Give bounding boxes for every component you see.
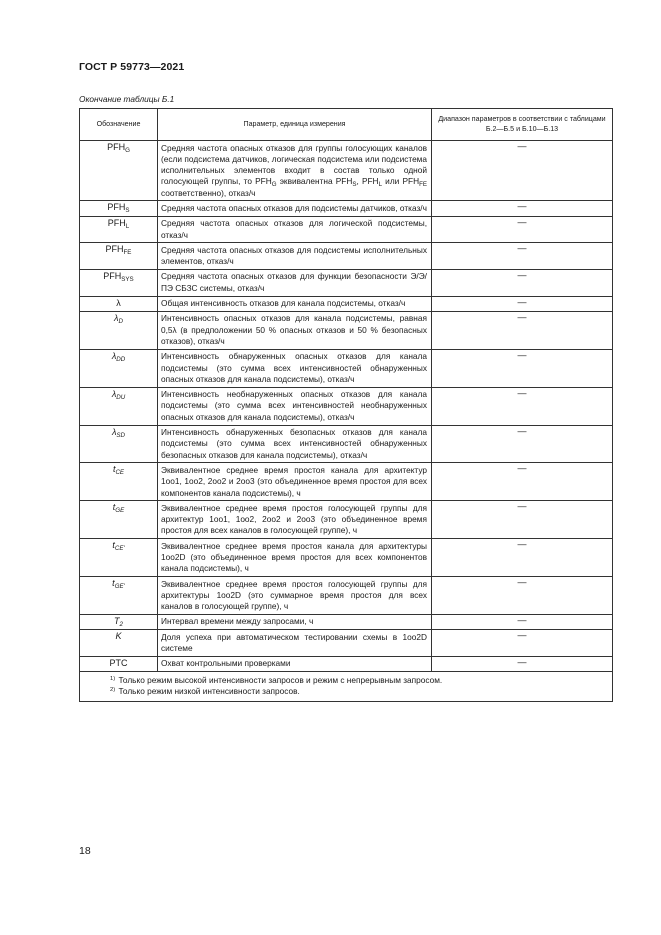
- row-symbol: [80, 501, 158, 539]
- table-row: [80, 387, 613, 425]
- table-row: [80, 349, 613, 387]
- symbol-subscript: GE': [114, 583, 125, 591]
- table-row: [80, 539, 613, 577]
- row-range: —: [432, 463, 613, 501]
- symbol-main: T: [114, 615, 120, 626]
- table-row: [80, 201, 613, 216]
- description-text: Средняя частота опасных отказов для подсистемы исполнительных элементов, отказ/ч: [161, 244, 427, 267]
- symbol-main: λ: [111, 426, 117, 437]
- description-text: Интенсивность обнаруженных безопасных отказов для канала подсистемы (это сумма всех интенсивностей обнаруженных безопасных отказов для канала подсистемы), отказ/ч: [161, 427, 427, 460]
- row-description: [158, 656, 432, 671]
- description-text: Эквивалентное среднее время простоя канала для архитектуры 1oo2D (это объединенное время простоя для всех компонентов канала подсистемы), ч: [161, 540, 427, 574]
- symbol-main: PFH: [107, 142, 126, 152]
- row-symbol: [80, 463, 158, 501]
- symbol-subscript: GE: [115, 507, 125, 515]
- description-text: Эквивалентное среднее время простоя голосующей группы для архитектур 1oo1, 1oo2, 2oo2 и 2oo3 (это объединенное время простоя для всех каналов в голосующей группе), ч: [161, 502, 427, 536]
- description-subscript: L: [378, 181, 383, 189]
- row-symbol: [80, 577, 158, 615]
- description-text: эквивалентна PFH: [276, 176, 353, 187]
- symbol-main: t: [112, 578, 115, 589]
- description-text: Интенсивность необнаруженных опасных отказов для канала подсистемы (это сумма всех интенсивностей необнаруженных опасных отказов для канала подсистемы), отказ/ч: [161, 389, 427, 422]
- row-description: [158, 296, 432, 311]
- row-range: —: [432, 539, 613, 577]
- row-description: [158, 501, 432, 539]
- symbol-main: PTC: [109, 657, 128, 668]
- row-description: [158, 577, 432, 615]
- symbol-subscript: CE': [114, 545, 125, 553]
- description-text: соответственно), отказ/ч: [161, 187, 256, 198]
- symbol-main: t: [112, 540, 115, 551]
- row-symbol: [80, 387, 158, 425]
- table-row: [80, 141, 613, 201]
- description-text: Интенсивность обнаруженных опасных отказов для канала подсистемы (это сумма всех интенсивностей обнаруженных опасных отказов для канала подсистемы), отказ/ч: [161, 351, 427, 384]
- footnote-mark: 2): [110, 687, 116, 694]
- table-caption: Окончание таблицы Б.1: [79, 94, 175, 104]
- description-text: Эквивалентное среднее время простоя канала для архитектур 1oo1, 1oo2, 2oo2 и 2oo3 (это объединенное время простоя для всех компонентов канала подсистемы), ч: [161, 464, 427, 498]
- description-text: Общая интенсивность отказов для канала подсистемы, отказ/ч: [161, 298, 406, 309]
- footnotes-row: [80, 672, 613, 702]
- parameters-table: [79, 108, 613, 702]
- table-row: [80, 296, 613, 311]
- document-code: ГОСТ Р 59773—2021: [79, 61, 185, 73]
- header-range: Диапазон параметров в соответствии с таблицами Б.2—Б.5 и Б.10—Б.13: [432, 109, 613, 141]
- symbol-main: PFH: [107, 202, 126, 213]
- row-symbol: [80, 630, 158, 657]
- row-range: —: [432, 387, 613, 425]
- table-row: [80, 425, 613, 463]
- row-range: —: [432, 425, 613, 463]
- row-description: [158, 630, 432, 657]
- description-text: Средняя частота опасных отказов для логической подсистемы, отказ/ч: [161, 218, 427, 240]
- description-subscript: FE: [419, 181, 427, 189]
- symbol-subscript: L: [125, 222, 130, 230]
- row-description: [158, 539, 432, 577]
- row-symbol: [80, 425, 158, 463]
- table-row: [80, 463, 613, 501]
- row-description: [158, 425, 432, 463]
- row-description: [158, 243, 432, 270]
- description-text: Средняя частота опасных отказов для подсистемы датчиков, отказ/ч: [161, 202, 427, 213]
- symbol-subscript: SYS: [121, 275, 134, 283]
- table-row: [80, 614, 613, 629]
- symbol-main: t: [112, 464, 116, 475]
- row-symbol: [80, 243, 158, 270]
- table-row: [80, 269, 613, 296]
- description-text: или PFH: [382, 176, 420, 187]
- row-range: —: [432, 311, 613, 349]
- row-range: —: [432, 349, 613, 387]
- row-range: —: [432, 216, 613, 243]
- header-symbol: Обозначение: [80, 109, 158, 141]
- row-symbol: [80, 296, 158, 311]
- symbol-main: λ: [114, 312, 119, 323]
- table-body: [80, 141, 613, 672]
- symbol-subscript: FE: [123, 249, 132, 257]
- symbol-subscript: S: [125, 207, 130, 215]
- row-symbol: [80, 656, 158, 671]
- description-subscript: G: [271, 181, 277, 189]
- page-number: 18: [79, 845, 91, 857]
- row-description: [158, 216, 432, 243]
- row-range: —: [432, 243, 613, 270]
- row-symbol: [80, 141, 158, 201]
- row-description: [158, 463, 432, 501]
- footnote: [110, 686, 612, 697]
- row-range: —: [432, 296, 613, 311]
- row-symbol: [80, 349, 158, 387]
- description-text: Эквивалентное среднее время простоя голосующей группы для архитектуры 1oo2D (это суммарное время простоя для всех каналов в голосующей группе), ч: [161, 578, 427, 612]
- row-symbol: [80, 201, 158, 216]
- symbol-main: K: [115, 631, 122, 642]
- symbol-main: PFH: [103, 270, 122, 281]
- symbol-main: λ: [116, 297, 121, 308]
- symbol-main: λ: [111, 388, 117, 399]
- description-text: Охват контрольными проверками: [161, 658, 291, 669]
- row-symbol: [80, 216, 158, 243]
- row-symbol: [80, 311, 158, 349]
- table-row: [80, 630, 613, 657]
- row-symbol: [80, 614, 158, 629]
- description-text: Интервал времени между запросами, ч: [161, 616, 314, 627]
- description-text: Средняя частота опасных отказов для функции безопасности Э/Э/ПЭ СБЗС системы, отказ/ч: [161, 271, 427, 293]
- row-description: [158, 349, 432, 387]
- row-description: [158, 201, 432, 216]
- footnote-mark: 1): [110, 676, 116, 683]
- row-range: —: [432, 614, 613, 629]
- symbol-subscript: G: [125, 147, 130, 154]
- table-header-row: [80, 109, 613, 141]
- row-symbol: [80, 269, 158, 296]
- footnote-text: Только режим низкой интенсивности запросов.: [116, 686, 300, 697]
- footnotes: [80, 672, 613, 702]
- row-symbol: [80, 539, 158, 577]
- row-description: [158, 387, 432, 425]
- row-range: —: [432, 630, 613, 657]
- row-description: [158, 269, 432, 296]
- symbol-main: PFH: [107, 217, 126, 228]
- symbol-main: PFH: [105, 244, 124, 255]
- table-row: [80, 243, 613, 270]
- row-range: —: [432, 201, 613, 216]
- row-description: [158, 614, 432, 629]
- row-range: —: [432, 501, 613, 539]
- symbol-subscript: 2: [119, 620, 123, 628]
- symbol-subscript: CE: [115, 469, 125, 477]
- symbol-subscript: SD: [116, 431, 126, 439]
- description-text: Интенсивность опасных отказов для канала подсистемы, равная 0,5λ (в предположении 50 % опасных отказов и 50 % безопасных отказов), отказ/ч: [161, 313, 427, 346]
- row-description: [158, 141, 432, 201]
- description-text: Средняя частота опасных отказов для группы голосующих каналов (если подсистема датчиков, логическая подсистема или подсистема исполнительных элементов входит в состав только одной голосующей группы, то PFH: [161, 142, 427, 187]
- symbol-main: t: [112, 502, 116, 513]
- row-range: —: [432, 269, 613, 296]
- row-range: —: [432, 141, 613, 201]
- row-description: [158, 311, 432, 349]
- table-row: [80, 577, 613, 615]
- symbol-subscript: DD: [116, 355, 126, 363]
- description-subscript: S: [352, 181, 357, 189]
- table-row: [80, 656, 613, 671]
- symbol-subscript: D: [118, 317, 123, 325]
- table-row: [80, 501, 613, 539]
- footnote-text: Только режим высокой интенсивности запросов и режим с непрерывным запросом.: [116, 675, 443, 686]
- table-row: [80, 216, 613, 243]
- table-row: [80, 311, 613, 349]
- header-parameter: Параметр, единица измерения: [158, 109, 432, 141]
- symbol-subscript: DU: [116, 393, 126, 401]
- footnote: [110, 675, 612, 686]
- symbol-main: λ: [111, 350, 117, 361]
- row-range: —: [432, 577, 613, 615]
- description-text: , PFH: [356, 176, 379, 187]
- row-range: —: [432, 656, 613, 671]
- description-text: Доля успеха при автоматическом тестировании схемы в 1oo2D системе: [161, 631, 427, 654]
